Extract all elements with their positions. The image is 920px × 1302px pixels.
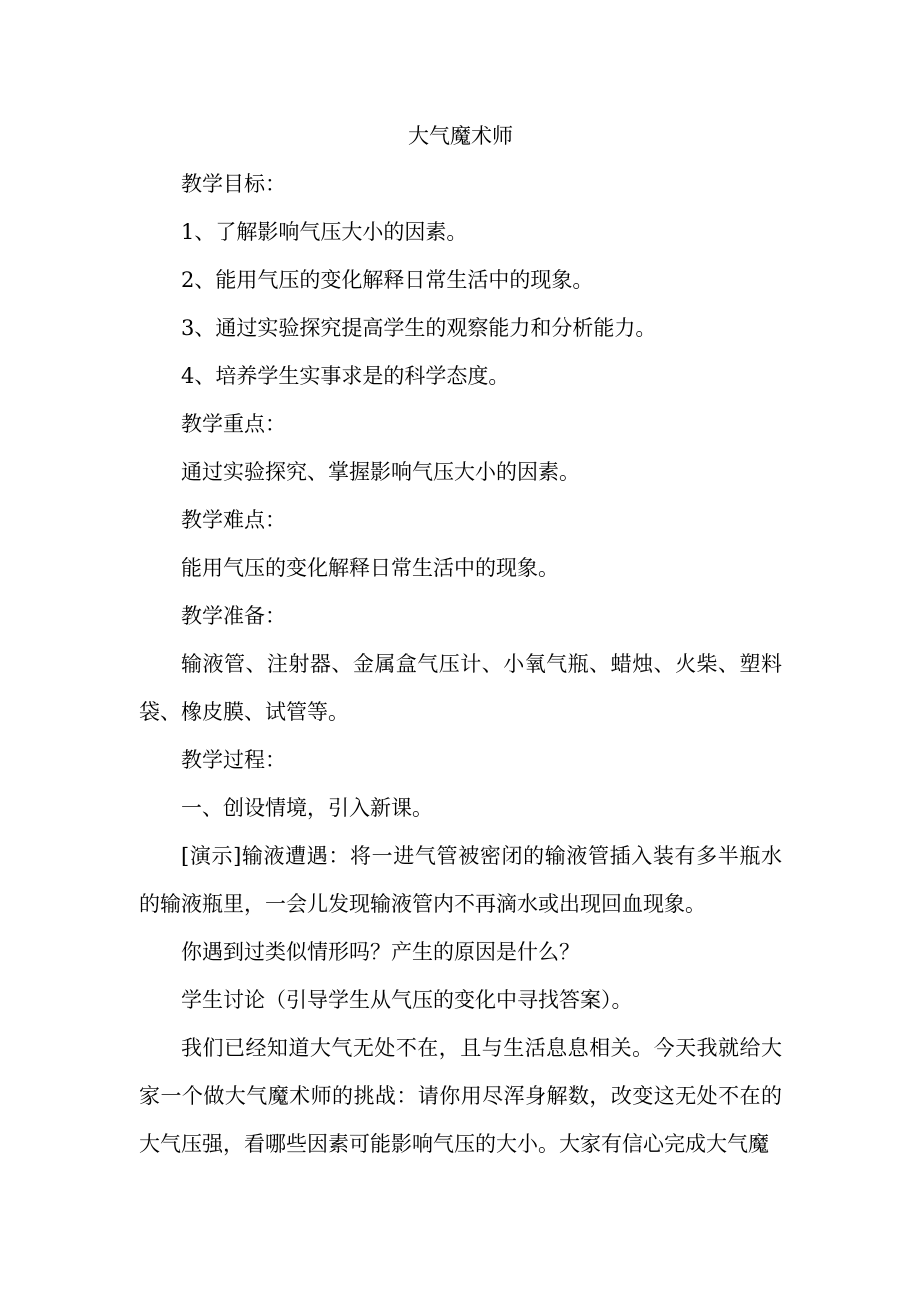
section-heading-preparation: 教学准备： xyxy=(181,604,286,628)
section-heading-objectives: 教学目标： xyxy=(181,172,286,196)
challenge-paragraph: 我们已经知道大气无处不在，且与生活息息相关。今天我就给大家一个做大气魔术师的挑战：请你用尽浑身解数，改变这无处不在的大气压强，看哪些因素可能影响气压的大小。大家有信心完成大气魔 xyxy=(139,1036,782,1156)
difficulties-text: 能用气压的变化解释日常生活中的现象。 xyxy=(181,556,559,580)
document-title: 大气魔术师 xyxy=(408,124,513,148)
objective-item-1: 1、了解影响气压大小的因素。 xyxy=(181,220,468,244)
key-points-text: 通过实验探究、掌握影响气压大小的因素。 xyxy=(181,460,580,484)
question-paragraph: 你遇到过类似情形吗？产生的原因是什么？ xyxy=(181,940,580,964)
objective-item-4: 4、培养学生实事求是的科学态度。 xyxy=(181,364,510,388)
objective-item-2: 2、能用气压的变化解释日常生活中的现象。 xyxy=(181,268,594,292)
demo-paragraph: [演示]输液遭遇：将一进气管被密闭的输液管插入装有多半瓶水的输液瓶里，一会儿发现输液管内不再滴水或出现回血现象。 xyxy=(139,844,782,916)
section-heading-process: 教学过程： xyxy=(181,748,286,772)
document-body xyxy=(139,112,782,1168)
objective-item-3: 3、通过实验探究提高学生的观察能力和分析能力。 xyxy=(181,316,657,340)
section-heading-key-points: 教学重点： xyxy=(181,412,286,436)
section-heading-difficulties: 教学难点： xyxy=(181,508,286,532)
preparation-text: 输液管、注射器、金属盒气压计、小氧气瓶、蜡烛、火柴、塑料袋、橡皮膜、试管等。 xyxy=(139,652,782,724)
process-step-1: 一、创设情境，引入新课。 xyxy=(181,796,433,820)
discussion-paragraph: 学生讨论（引导学生从气压的变化中寻找答案）。 xyxy=(181,988,633,1012)
